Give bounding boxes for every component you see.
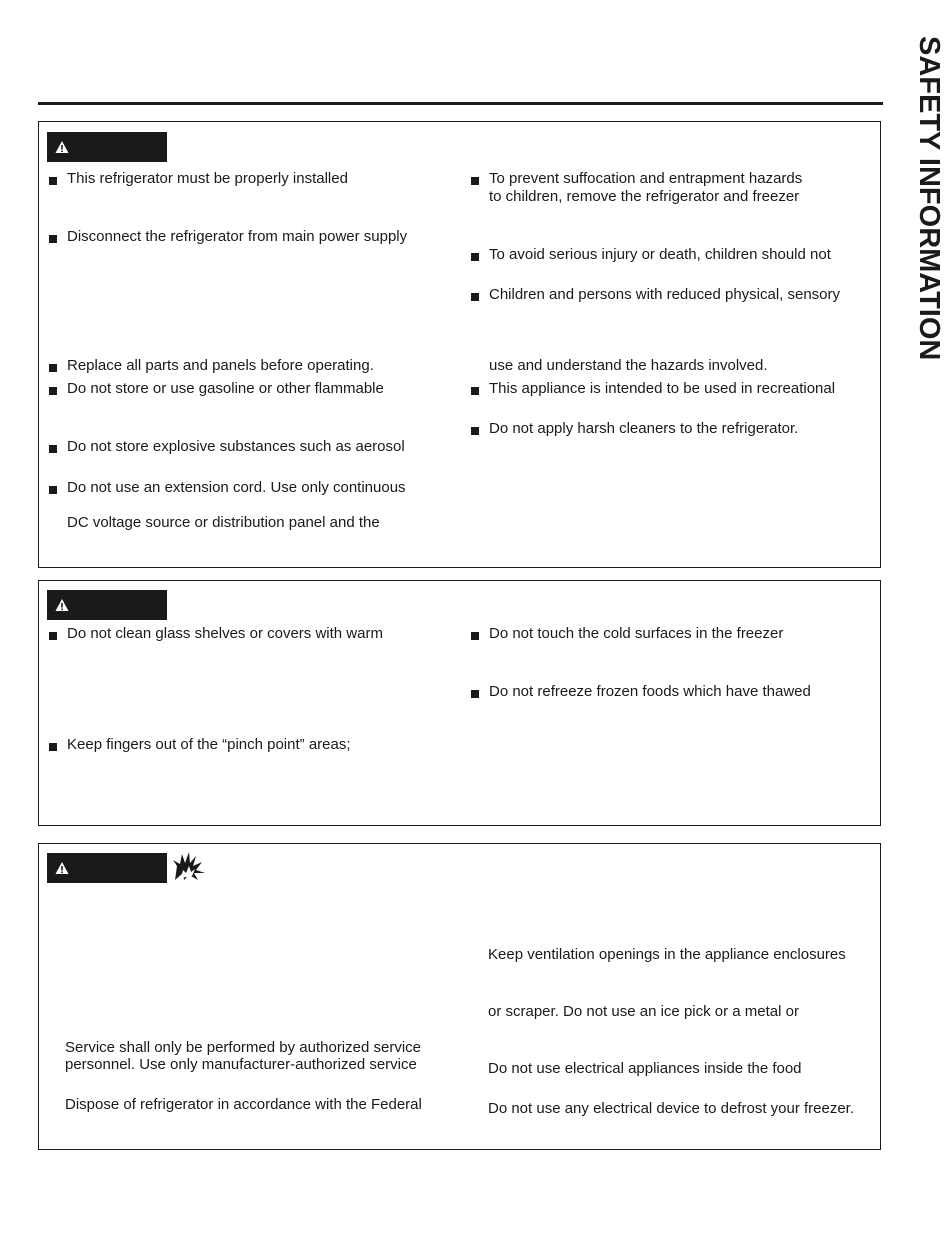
warning-triangle-icon (55, 598, 69, 612)
warning-item: Do not use an extension cord. Use only continuous (67, 479, 406, 496)
warning-item-continuation: to children, remove the refrigerator and freezer (489, 188, 800, 205)
bullet-icon (49, 387, 57, 395)
bullet-icon (471, 293, 479, 301)
explosion-item: Do not use electrical appliances inside the food (488, 1060, 802, 1077)
side-section-title: SAFETY INFORMATION (913, 36, 945, 361)
bullet-icon (49, 177, 57, 185)
explosion-item: Keep ventilation openings in the appliance enclosures (488, 946, 846, 963)
warning-item: Do not store or use gasoline or other flammable (67, 380, 384, 397)
caution-item: Do not refreeze frozen foods which have thawed (489, 683, 811, 700)
explosion-burst-icon (172, 851, 206, 881)
warning-triangle-icon (55, 140, 69, 154)
warning-item: Do not store explosive substances such as aerosol (67, 438, 405, 455)
explosion-item: Do not use any electrical device to defrost your freezer. (488, 1100, 855, 1117)
bullet-icon (471, 387, 479, 395)
warning-item: Replace all parts and panels before operating. (67, 357, 374, 374)
explosion-item: personnel. Use only manufacturer-authorized service (65, 1056, 417, 1073)
bullet-icon (471, 632, 479, 640)
warning-item: To avoid serious injury or death, children should not (489, 246, 831, 263)
bullet-icon (49, 743, 57, 751)
warning-item: Children and persons with reduced physical, sensory (489, 286, 841, 303)
bullet-icon (471, 690, 479, 698)
warning-triangle-icon (55, 861, 69, 875)
warning-box-1 (38, 121, 881, 568)
warning-badge (47, 590, 167, 620)
warning-item: This appliance is intended to be used in recreational (489, 380, 836, 397)
warning-badge (47, 132, 167, 162)
warning-badge (47, 853, 167, 883)
caution-item: Do not touch the cold surfaces in the freezer (489, 625, 784, 642)
bullet-icon (49, 486, 57, 494)
warning-item: To prevent suffocation and entrapment hazards (489, 170, 803, 187)
explosion-item: Dispose of refrigerator in accordance with the Federal (65, 1096, 422, 1113)
bullet-icon (471, 177, 479, 185)
warning-item-continuation: use and understand the hazards involved. (489, 357, 768, 374)
bullet-icon (49, 235, 57, 243)
bullet-icon (49, 364, 57, 372)
bullet-icon (471, 253, 479, 261)
bullet-icon (471, 427, 479, 435)
explosion-item: or scraper. Do not use an ice pick or a metal or (488, 1003, 799, 1020)
caution-item: Keep fingers out of the “pinch point” areas; (67, 736, 351, 753)
header-rule (38, 102, 883, 105)
warning-item-continuation: DC voltage source or distribution panel and the (67, 514, 380, 531)
warning-item: Disconnect the refrigerator from main power supply (67, 228, 408, 245)
caution-item: Do not clean glass shelves or covers with warm (67, 625, 383, 642)
explosion-item: Service shall only be performed by authorized service (65, 1039, 422, 1056)
warning-item: Do not apply harsh cleaners to the refrigerator. (489, 420, 799, 437)
bullet-icon (49, 632, 57, 640)
bullet-icon (49, 445, 57, 453)
warning-box-2 (38, 580, 881, 826)
warning-box-3 (38, 843, 881, 1150)
warning-item: This refrigerator must be properly installed (67, 170, 348, 187)
